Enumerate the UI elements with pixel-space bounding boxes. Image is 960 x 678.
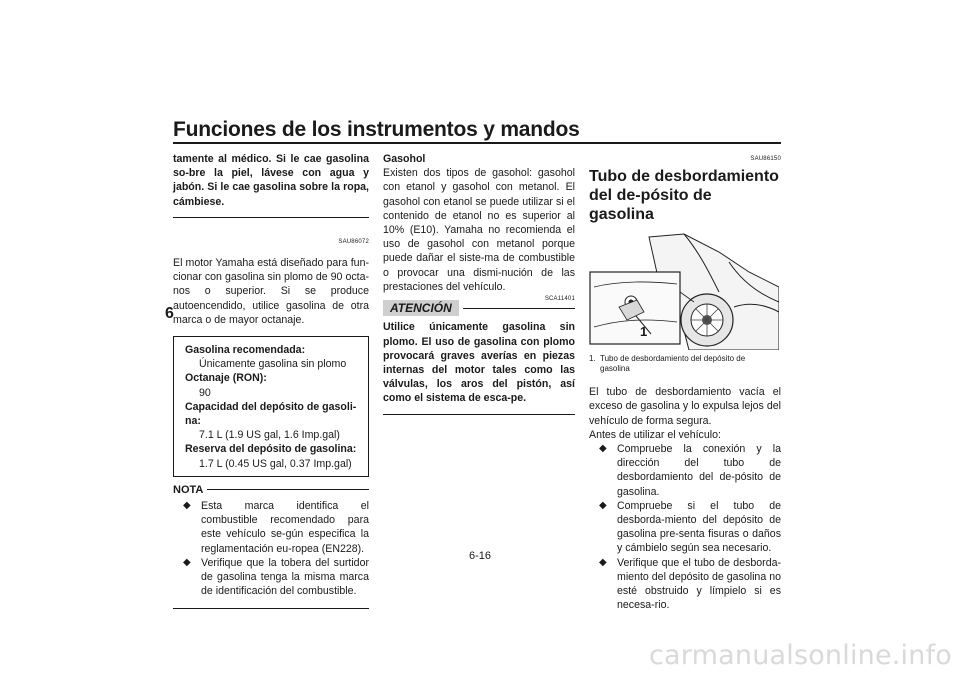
warning-end-rule — [173, 217, 369, 218]
nota-label: NOTA — [173, 483, 204, 496]
fuel-section-code: SAU86072 — [338, 238, 369, 245]
section-title: Tubo de desbordamiento del de-pósito de gasolina — [589, 168, 779, 224]
chapter-tab: 6 — [165, 305, 174, 322]
list-item — [589, 442, 781, 499]
atencion-code: SCA11401 — [544, 296, 575, 303]
left-column — [173, 152, 369, 609]
recommended-fuel-value: Únicamente gasolina sin plomo — [199, 358, 347, 371]
bullet-icon: ◆ — [599, 556, 607, 568]
fuel-reserve-label: Reserva del depósito de gasolina: — [185, 443, 357, 456]
list-item — [589, 499, 781, 556]
page-number: 6-16 — [468, 550, 492, 562]
overflow-hose-description: El tubo de desbordamiento vacía el exceso de gasolina y lo expulsa lejos del vehículo de forma segura. — [589, 386, 781, 427]
bullet-icon: ◆ — [183, 556, 191, 568]
fuel-intro: El motor Yamaha está diseñado para fun-cionar con gasolina sin plomo de 90 octa-nos o superior. Si se produce autoencendido, utilice gasolina de otra marca o de mayor octanaje. — [173, 257, 369, 326]
atencion-badge: ATENCIÓN — [383, 300, 459, 316]
nota-rule — [207, 489, 369, 490]
atencion-rule — [463, 308, 575, 309]
fuel-reserve-value: 1.7 L (0.45 US gal, 0.37 Imp.gal) — [199, 457, 352, 470]
recommended-fuel-label: Gasolina recomendada: — [185, 344, 306, 357]
fuel-spec-box — [173, 336, 369, 477]
bullet-icon: ◆ — [599, 443, 607, 455]
page-title: Funciones de los instrumentos y mandos — [173, 118, 580, 141]
tank-capacity-label: Capacidad del depósito de gasoli-na: — [185, 400, 357, 428]
figure-callout: 1 — [640, 324, 648, 340]
bullet-icon: ◆ — [599, 499, 607, 511]
header-rule — [173, 142, 781, 144]
nota-item-1: Esta marca identifica el combustible recomendado para este vehículo se-gún especifica la reglamentación eu-ropea (EN228). — [201, 500, 369, 555]
before-use-heading: Antes de utilizar el vehículo: — [589, 428, 721, 441]
overflow-hose-figure — [589, 232, 779, 350]
figure-caption — [589, 354, 781, 374]
gasohol-title: Gasohol — [383, 153, 426, 165]
tank-capacity-value: 7.1 L (1.9 US gal, 1.6 Imp.gal) — [199, 429, 340, 442]
check-item-2: Compruebe si el tubo de desborda-miento del depósito de gasolina pre-senta fisuras o daños y cámbielo según sea necesario. — [617, 499, 781, 555]
middle-column — [383, 152, 575, 415]
caption-number: 1. — [589, 354, 596, 364]
octane-label: Octanaje (RON): — [185, 372, 267, 385]
list-item — [589, 556, 781, 613]
check-item-3: Verifique que el tubo de desborda-miento del depósito de gasolina no esté obstruido y límpielo si es necesa-rio. — [617, 556, 781, 612]
nota-header — [173, 483, 369, 497]
check-item-1: Compruebe la conexión y la dirección del tubo de desbordamiento del de-pósito de gasolina. — [617, 443, 781, 498]
octane-value: 90 — [199, 386, 211, 399]
watermark: carmanualsonline.info — [649, 640, 952, 671]
caption-text: Tubo de desbordamiento del depósito de gasolina — [600, 354, 746, 374]
scooter-illustration — [589, 232, 779, 350]
nota-end-rule — [173, 608, 369, 609]
section-code: SAU86150 — [750, 156, 781, 162]
bullet-icon: ◆ — [183, 500, 191, 512]
list-item — [173, 556, 369, 599]
atencion-end-rule — [383, 414, 575, 415]
atencion-text: Utilice únicamente gasolina sin plomo. El uso de gasolina con plomo provocará graves averías en piezas internas del motor tales como las válvulas, los aros del pistón, así como el sistema de esca-pe. — [383, 321, 575, 405]
gasohol-text: Existen dos tipos de gasohol: gasohol con etanol y gasohol con metanol. El gasohol con etanol se puede utilizar si el contenido de etanol no es superior al 10% (E10). Yamaha no recomienda el uso de gasohol con metanol porque puede dañar el siste-ma de combustible o provocar una dismi-nución de las prestaciones del vehículo. — [383, 167, 575, 293]
list-item — [173, 499, 369, 556]
warning-continuation: tamente al médico. Si le cae gasolina so-bre la piel, lávese con agua y jabón. Si le cae gasolina sobre la ropa, cámbiese. — [173, 153, 369, 208]
nota-item-2: Verifique que la tobera del surtidor de gasolina tenga la misma marca de identificación del combustible. — [201, 556, 369, 598]
right-column — [589, 152, 781, 612]
